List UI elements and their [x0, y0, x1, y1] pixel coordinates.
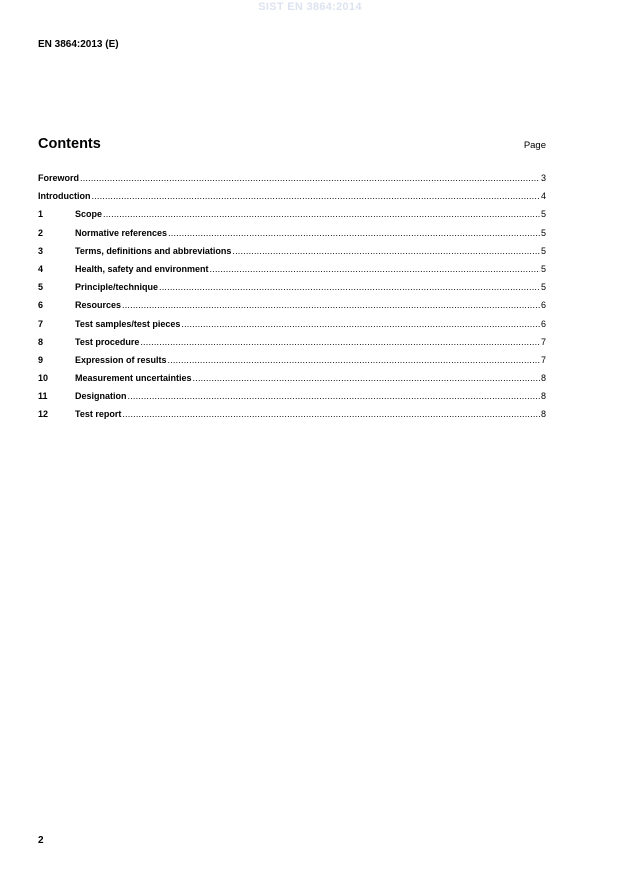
toc-entry-number: 2 — [38, 227, 44, 238]
dot-leader — [92, 191, 540, 201]
toc-entry-page: 8 — [540, 409, 546, 420]
document-id: EN 3864:2013 (E) — [38, 39, 119, 50]
toc-entry-title: Test procedure — [75, 336, 140, 347]
toc-entry-title: Health, safety and environment — [75, 263, 209, 274]
toc-entry-resources[interactable] — [38, 300, 546, 318]
toc-entry-title: Designation — [75, 391, 127, 402]
toc-entry-number: 7 — [38, 318, 44, 329]
dot-leader — [122, 409, 540, 419]
toc-entry-page: 8 — [540, 373, 546, 384]
toc-entry-page: 5 — [540, 263, 546, 274]
toc-entry-title: Test samples/test pieces — [75, 318, 181, 329]
dot-leader — [232, 246, 540, 256]
toc-entry-terms-definitions[interactable] — [38, 246, 546, 264]
toc-entry-number: 6 — [38, 300, 44, 311]
toc-entry-number: 3 — [38, 245, 44, 256]
toc-entry-page: 5 — [540, 209, 546, 220]
contents-heading: Contents — [38, 136, 101, 152]
toc-entry-page: 6 — [540, 300, 546, 311]
toc-entry-title: Foreword — [38, 173, 80, 183]
toc-entry-number: 11 — [38, 391, 48, 402]
toc-entry-number: 12 — [38, 409, 49, 420]
toc-entry-number: 5 — [38, 282, 44, 293]
toc-entry-page: 7 — [540, 354, 546, 365]
dot-leader — [122, 300, 540, 310]
toc-entry-title: Resources — [75, 300, 122, 311]
dot-leader — [181, 319, 540, 329]
toc-entry-foreword[interactable] — [38, 173, 546, 191]
toc-entry-measurement-uncertainties[interactable] — [38, 373, 546, 391]
table-of-contents — [38, 173, 546, 428]
toc-entry-number: 1 — [38, 209, 44, 220]
dot-leader — [159, 282, 540, 292]
toc-entry-page: 5 — [540, 245, 546, 256]
toc-entry-page: 7 — [540, 336, 546, 347]
toc-entry-number: 4 — [38, 263, 44, 274]
dot-leader — [168, 355, 540, 365]
toc-entry-number: 8 — [38, 336, 44, 347]
toc-entry-normative-references[interactable] — [38, 228, 546, 246]
toc-entry-expression-of-results[interactable] — [38, 355, 546, 373]
dot-leader — [103, 209, 540, 219]
dot-leader — [140, 337, 540, 347]
toc-entry-title: Introduction — [38, 191, 91, 202]
toc-entry-page: 5 — [540, 227, 546, 238]
toc-entry-test-samples[interactable] — [38, 319, 546, 337]
toc-entry-title: Expression of results — [75, 354, 167, 365]
toc-entry-page: 4 — [540, 191, 546, 202]
toc-entry-test-procedure[interactable] — [38, 337, 546, 355]
toc-entry-scope[interactable] — [38, 209, 546, 227]
toc-entry-introduction[interactable] — [38, 191, 546, 209]
dot-leader — [80, 173, 540, 183]
toc-entry-title: Normative references — [75, 227, 168, 238]
page-number: 2 — [38, 835, 44, 846]
dot-leader — [193, 373, 540, 383]
toc-entry-health-safety[interactable] — [38, 264, 546, 282]
toc-entry-designation[interactable] — [38, 391, 546, 409]
dot-leader — [168, 228, 540, 238]
toc-entry-title: Test report — [75, 409, 122, 420]
toc-entry-page: 5 — [540, 282, 546, 293]
toc-entry-page: 6 — [540, 318, 546, 329]
toc-entry-principle[interactable] — [38, 282, 546, 300]
page-column-label: Page — [523, 140, 546, 151]
dot-leader — [210, 264, 540, 274]
toc-entry-number: 10 — [38, 373, 49, 384]
toc-entry-test-report[interactable] — [38, 409, 546, 427]
watermark: SIST EN 3864:2014 — [258, 1, 362, 13]
toc-entry-number: 9 — [38, 354, 44, 365]
toc-entry-title: Terms, definitions and abbreviations — [75, 245, 232, 256]
dot-leader — [128, 391, 540, 401]
toc-entry-page: 3 — [540, 173, 546, 183]
toc-entry-title: Scope — [75, 209, 103, 220]
toc-entry-page: 8 — [540, 391, 546, 402]
toc-entry-title: Measurement uncertainties — [75, 373, 192, 384]
toc-entry-title: Principle/technique — [75, 282, 159, 293]
